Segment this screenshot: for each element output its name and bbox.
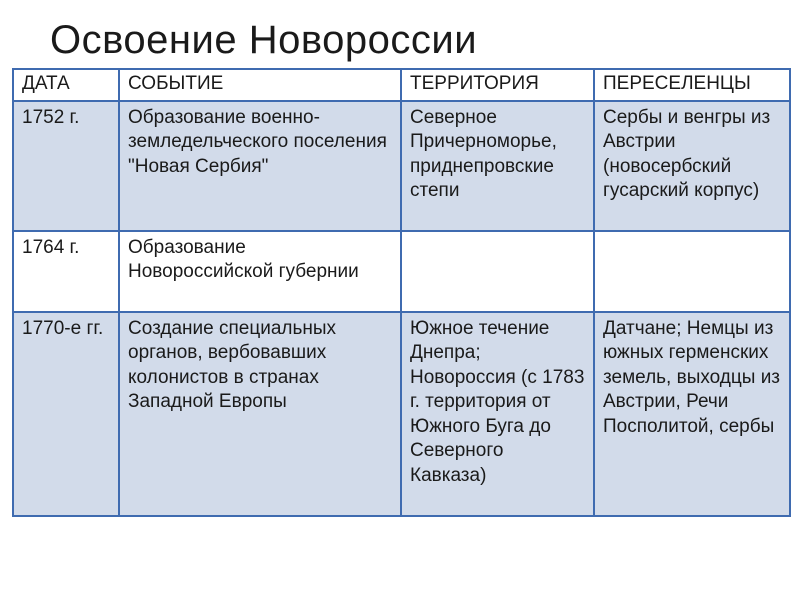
- cell-date: 1764 г.: [13, 231, 119, 312]
- header-territory: ТЕРРИТОРИЯ: [401, 69, 594, 101]
- header-event: СОБЫТИЕ: [119, 69, 401, 101]
- settlement-table: [12, 68, 791, 517]
- cell-settlers: Датчане; Немцы из южных герменских земель, выходцы из Австрии, Речи Посполитой, сербы: [594, 312, 790, 516]
- cell-event: Образование Новороссийской губернии: [119, 231, 401, 312]
- cell-settlers: [594, 231, 790, 312]
- header-date: ДАТА: [13, 69, 119, 101]
- table-row: [13, 231, 790, 312]
- table-row: [13, 101, 790, 231]
- cell-territory: Северное Причерноморье, приднепровские степи: [401, 101, 594, 231]
- cell-territory: Южное течение Днепра; Новороссия (с 1783 г. территория от Южного Буга до Северного Кавказа): [401, 312, 594, 516]
- slide-title: Освоение Новороссии: [50, 18, 478, 62]
- header-settlers: ПЕРЕСЕЛЕНЦЫ: [594, 69, 790, 101]
- cell-date: 1770-е гг.: [13, 312, 119, 516]
- table-row: [13, 312, 790, 516]
- cell-date: 1752 г.: [13, 101, 119, 231]
- cell-event: Образование военно-земледельческого поселения "Новая Сербия": [119, 101, 401, 231]
- cell-territory: [401, 231, 594, 312]
- cell-settlers: Сербы и венгры из Австрии (новосербский гусарский корпус): [594, 101, 790, 231]
- cell-event: Создание специальных органов, вербовавших колонистов в странах Западной Европы: [119, 312, 401, 516]
- table-header-row: [13, 69, 790, 101]
